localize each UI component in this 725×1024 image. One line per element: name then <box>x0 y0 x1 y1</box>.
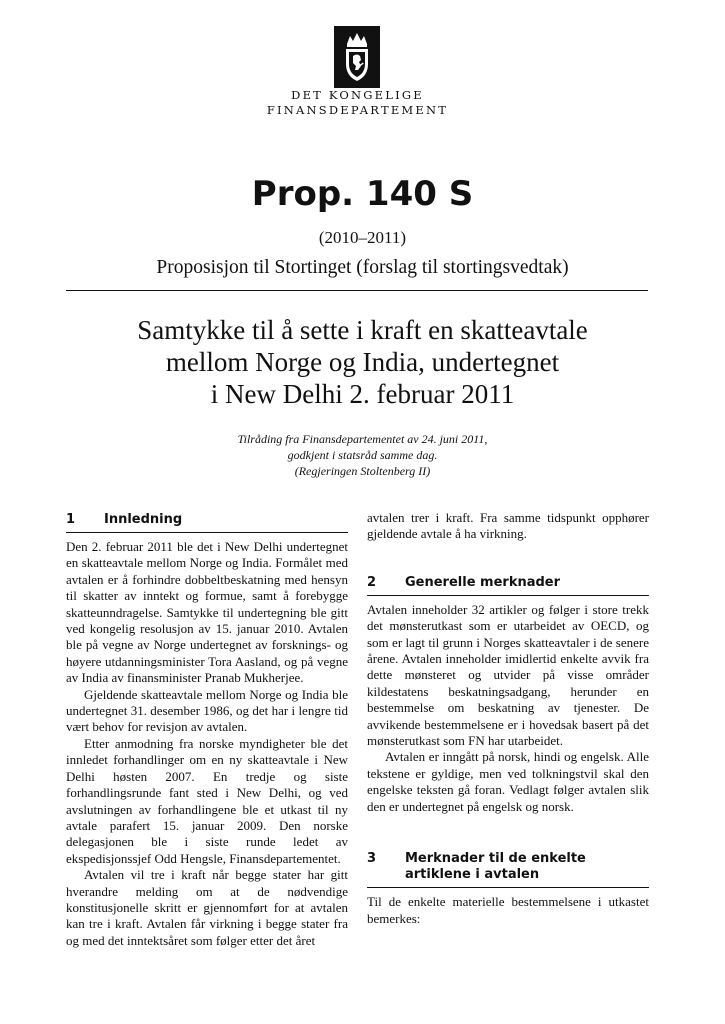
section-1-heading <box>66 512 348 533</box>
approval-note <box>0 431 725 479</box>
approval-line-2: godkjent i statsråd samme dag. <box>287 448 438 462</box>
paragraph: Avtalen er inngått på norsk, hindi og engelsk. Alle tekstene er gyldige, men ved tolkningstvil skal den engelske teksten gå foran. Vedlagt følger avtalen slik den er undertegnet på engelsk og norsk. <box>367 749 649 814</box>
proposition-type: Proposisjon til Stortinget (forslag til stortingsvedtak) <box>156 257 569 278</box>
section-number: 2 <box>367 574 377 590</box>
section-title: Merknader til de enkelte artiklene i avtalen <box>405 851 586 883</box>
title-line-1: Samtykke til å sette i kraft en skatteavtale <box>137 315 588 345</box>
title-line-3: i New Delhi 2. februar 2011 <box>210 379 515 409</box>
paragraph: Til de enkelte materielle bestemmelsene i utkastet bemerkes: <box>367 894 649 926</box>
coat-of-arms-logo <box>334 26 380 88</box>
department-name <box>250 88 465 118</box>
section-number: 1 <box>66 512 76 527</box>
divider <box>66 290 648 291</box>
left-column <box>66 512 348 949</box>
approval-line-1: Tilråding fra Finansdepartementet av 24. juni 2011, <box>237 432 488 446</box>
paragraph: Den 2. februar 2011 ble det i New Delhi undertegnet en skatteavtale mellom Norge og India. Formålet med avtalen er å forhindre dobbeltbeskatning med hensyn til skatter av inntekt og formue, samt å forebygge skatteunndragelse. Samtykke til undertegning ble gitt ved kongelig resolusjon av 15. januar 2010. Avtalen ble på vegne av Norge undertegnet av forsknings- og høyere utdanningsminister Tora Aasland, og på vegne av India av finansminister Pranab Mukherjee. <box>66 539 348 686</box>
title-line-2: mellom Norge og India, undertegnet <box>165 347 560 377</box>
section-2-heading <box>367 575 649 596</box>
section-3-heading <box>367 851 649 888</box>
proposition-number: Prop. 140 S <box>251 174 474 214</box>
department-line-1: DET KONGELIGE <box>291 88 424 102</box>
paragraph: Etter anmodning fra norske myndigheter ble det innledet forhandlinger om en ny skatteavtale i New Delhi høsten 2007. En tredje og siste forhandlingsrunde fant sted i New Delhi, og ved avslutningen av forhandlingene ble et utkast til ny avtale parafert 15. januar 2009. Den norske delegasjonen ble i siste runde ledet av ekspedisjonssjef Odd Hengsle, Finansdepartementet. <box>66 735 348 866</box>
paragraph: Gjeldende skatteavtale mellom Norge og India ble undertegnet 31. desember 1986, og det har i lengre tid vært behov for revisjon av avtalen. <box>66 686 348 735</box>
section-title: Innledning <box>104 512 183 527</box>
approval-line-3: (Regjeringen Stoltenberg II) <box>294 464 431 478</box>
document-title <box>0 314 725 410</box>
section-number: 3 <box>367 851 377 867</box>
session-years: (2010–2011) <box>318 228 407 247</box>
section-title: Generelle merknader <box>405 574 561 590</box>
department-line-2: FINANSDEPARTEMENT <box>266 103 449 117</box>
paragraph: Avtalen vil tre i kraft når begge stater har gitt hverandre melding om at de nødvendige konstitusjonelle skritt er gjennomført for at avtalen kan tre i kraft. Avtalen får virkning i begge stater fra og med det inntektsåret som følger etter det året <box>66 867 348 948</box>
right-column <box>367 510 649 927</box>
paragraph: Avtalen inneholder 32 artikler og følger i store trekk det mønsterutkast som er utarbeidet av OECD, og som er lagt til grunn i Norges skatteavtaler i de senere årene. Avtalen inneholder imidlertid enkelte avvik fra dette mønsteret og utvider på visse områder kildestatens beskatningsadgang, herunder en bestemmelse om beskatning av tjenester. De avvikende bestemmelsene er i hovedsak basert på det mønsterutkast som FN har utarbeidet. <box>367 601 649 749</box>
paragraph-continued: avtalen trer i kraft. Fra samme tidspunkt opphører gjeldende avtale å ha virkning. <box>367 510 649 542</box>
